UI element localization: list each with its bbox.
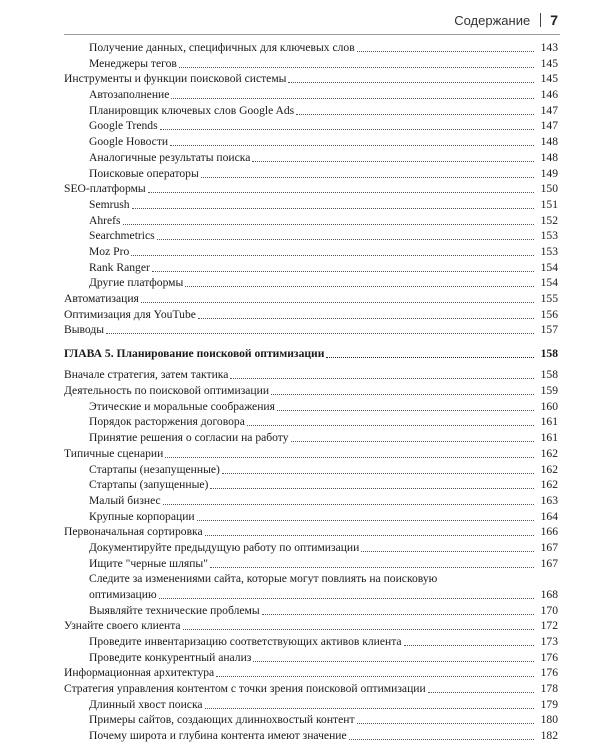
toc-entry-title: Принятие решения о согласии на работу: [89, 431, 289, 445]
toc-entry-page: 158: [540, 368, 558, 382]
toc-entry-page: 178: [540, 681, 558, 695]
toc-entry-page: 163: [540, 493, 558, 507]
dot-leader: [361, 551, 534, 552]
toc-entry-title-continued: оптимизацию: [89, 587, 157, 601]
toc-entry[interactable]: [64, 368, 558, 382]
toc-entry[interactable]: [64, 384, 558, 398]
toc-entry[interactable]: [64, 119, 558, 133]
toc-entry[interactable]: [64, 308, 558, 322]
dot-leader: [183, 629, 534, 630]
dot-leader: [165, 457, 534, 458]
dot-leader: [141, 302, 534, 303]
dot-leader: [230, 378, 534, 379]
toc-entry-page: 176: [540, 666, 558, 680]
chapter-heading[interactable]: [64, 347, 558, 361]
page-header: [454, 12, 558, 28]
dot-leader: [179, 67, 534, 68]
toc-entry-title: Примеры сайтов, создающих длиннохвостый контент: [89, 713, 355, 727]
toc-entry-title: Следите за изменениями сайта, которые могут повлиять на поисковую: [89, 572, 438, 586]
toc-entry-title: Типичные сценарии: [64, 446, 164, 460]
toc-entry[interactable]: [64, 698, 558, 712]
dot-leader: [157, 239, 534, 240]
toc-entry-page: 166: [540, 525, 558, 539]
toc-entry-title: Документируйте предыдущую работу по оптимизации: [89, 540, 360, 554]
toc-entry-title: Малый бизнес: [89, 493, 161, 507]
toc-entry-title: Выявляйте технические проблемы: [89, 603, 260, 617]
toc-entry[interactable]: [64, 431, 558, 445]
dot-leader: [132, 208, 534, 209]
toc-entry[interactable]: [64, 666, 558, 680]
toc-entry-page: 153: [540, 244, 558, 258]
dot-leader: [205, 708, 534, 709]
toc-entry-title: Проведите инвентаризацию соответствующих активов клиента: [89, 634, 402, 648]
toc-entry-page: 146: [540, 88, 558, 102]
dot-leader: [349, 739, 534, 740]
dot-leader: [216, 676, 534, 677]
table-of-contents: [64, 41, 558, 745]
toc-entry[interactable]: [64, 494, 558, 508]
toc-entry-page: 159: [540, 384, 558, 398]
dot-leader: [296, 114, 534, 115]
toc-entry[interactable]: [64, 729, 558, 743]
toc-entry-page: 145: [540, 72, 558, 86]
toc-entry-title: SEO-платформы: [64, 182, 146, 196]
dot-leader: [288, 82, 534, 83]
toc-entry-title: Почему широта и глубина контента имеют значение: [89, 729, 347, 742]
toc-entry[interactable]: [64, 167, 558, 181]
toc-entry-page: 162: [540, 478, 558, 492]
toc-entry-page: 170: [540, 603, 558, 617]
dot-leader: [123, 224, 534, 225]
toc-entry-page: 151: [540, 197, 558, 211]
toc-entry[interactable]: [64, 198, 558, 212]
toc-entry-title: Searchmetrics: [89, 229, 155, 243]
dot-leader: [262, 614, 534, 615]
toc-entry-page: 179: [540, 697, 558, 711]
dot-leader: [326, 357, 534, 358]
toc-entry-page: 155: [540, 292, 558, 305]
toc-entry[interactable]: [64, 572, 558, 602]
toc-entry-title: Длинный хвост поиска: [89, 697, 203, 711]
toc-entry[interactable]: [64, 57, 558, 71]
toc-entry[interactable]: [64, 214, 558, 228]
toc-entry[interactable]: [64, 510, 558, 524]
toc-entry[interactable]: [64, 245, 558, 259]
toc-entry-title: Google Trends: [89, 119, 158, 133]
dot-leader: [357, 51, 534, 52]
toc-entry[interactable]: [64, 229, 558, 243]
dot-leader: [198, 318, 534, 319]
toc-entry-title: Получение данных, специфичных для ключевых слов: [89, 41, 355, 54]
toc-entry[interactable]: [64, 135, 558, 149]
dot-leader: [404, 645, 534, 646]
toc-entry-title: Аналогичные результаты поиска: [89, 150, 251, 164]
dot-leader: [428, 692, 534, 693]
toc-entry-page: 158: [540, 347, 558, 361]
toc-entry[interactable]: [64, 541, 558, 555]
toc-entry-title: Автозаполнение: [89, 88, 170, 102]
toc-entry[interactable]: [64, 104, 558, 118]
toc-entry-title: Информационная архитектура: [64, 666, 215, 680]
dot-leader: [253, 661, 534, 662]
toc-entry-page: 148: [540, 135, 558, 149]
toc-entry-page: 156: [540, 307, 558, 321]
toc-entry-title: Деятельность по поисковой оптимизации: [64, 384, 270, 398]
toc-entry-title: Другие платформы: [89, 276, 184, 290]
toc-entry-title: Rank Ranger: [89, 260, 150, 274]
toc-entry[interactable]: [64, 261, 558, 275]
dot-leader: [247, 425, 534, 426]
toc-entry[interactable]: [64, 41, 558, 55]
dot-leader: [210, 488, 534, 489]
dot-leader: [210, 567, 534, 568]
toc-entry-title: Этические и моральные соображения: [89, 399, 275, 413]
dot-leader: [185, 286, 534, 287]
header-rule: [64, 34, 560, 35]
dot-leader: [170, 145, 534, 146]
toc-entry-page: 161: [540, 415, 558, 429]
dot-leader: [222, 473, 534, 474]
toc-entry-title: Ищите "черные шляпы": [89, 556, 208, 570]
toc-entry-page: 162: [540, 462, 558, 476]
toc-entry[interactable]: [64, 713, 558, 727]
toc-entry-page: 168: [540, 587, 558, 601]
toc-entry[interactable]: [64, 463, 558, 477]
page-number: 7: [550, 12, 558, 28]
section-title: Содержание: [454, 12, 531, 28]
toc-entry-page: 167: [540, 556, 558, 570]
toc-entry-title: Инструменты и функции поисковой системы: [64, 72, 287, 86]
toc-entry[interactable]: [64, 557, 558, 571]
toc-entry[interactable]: [64, 604, 558, 618]
dot-leader: [357, 723, 534, 724]
toc-entry-title: Оптимизация для YouTube: [64, 307, 196, 321]
dot-leader: [271, 394, 534, 395]
toc-entry-page: 145: [540, 56, 558, 70]
toc-entry-title: Стартапы (запущенные): [89, 478, 209, 492]
toc-entry-page: 154: [540, 276, 558, 290]
dot-leader: [171, 98, 534, 99]
dot-leader: [160, 129, 534, 130]
toc-entry-title: Автоматизация: [64, 292, 139, 305]
toc-entry-page: 182: [540, 729, 558, 742]
header-divider: [540, 13, 541, 27]
dot-leader: [197, 520, 534, 521]
toc-entry-title: Google Новости: [89, 135, 169, 149]
toc-entry-page: 173: [540, 634, 558, 648]
toc-entry[interactable]: [64, 478, 558, 492]
dot-leader: [205, 535, 534, 536]
toc-entry-page: 154: [540, 260, 558, 274]
toc-entry-page: 157: [540, 323, 558, 337]
toc-entry[interactable]: [64, 323, 558, 337]
toc-entry[interactable]: [64, 415, 558, 429]
toc-entry-page: 160: [540, 399, 558, 413]
dot-leader: [152, 271, 534, 272]
toc-entry[interactable]: [64, 447, 558, 461]
toc-entry[interactable]: [64, 292, 558, 306]
toc-entry[interactable]: [64, 182, 558, 196]
toc-entry-title: Вначале стратегия, затем тактика: [64, 368, 229, 382]
toc-entry[interactable]: [64, 151, 558, 165]
toc-entry-page: 176: [540, 650, 558, 664]
toc-entry-page: 161: [540, 431, 558, 445]
toc-entry-title: Выводы: [64, 323, 105, 337]
toc-entry-page: 164: [540, 509, 558, 523]
toc-entry-page: 180: [540, 713, 558, 727]
toc-entry-page: 167: [540, 540, 558, 554]
toc-entry-page: 147: [540, 103, 558, 117]
dot-leader: [148, 192, 534, 193]
toc-entry-page: 152: [540, 213, 558, 227]
toc-entry-title: ГЛАВА 5. Планирование поисковой оптимизации: [64, 347, 325, 361]
toc-entry-page: 153: [540, 229, 558, 243]
toc-entry[interactable]: [64, 525, 558, 539]
dot-leader: [201, 177, 534, 178]
toc-entry-page: 148: [540, 150, 558, 164]
toc-entry-page: 162: [540, 446, 558, 460]
toc-entry-title: Проведите конкурентный анализ: [89, 650, 252, 664]
dot-leader: [252, 161, 534, 162]
toc-entry-title: Стратегия управления контентом с точки зрения поисковой оптимизации: [64, 681, 426, 695]
toc-entry[interactable]: [64, 651, 558, 665]
toc-entry-page: 172: [540, 619, 558, 633]
dot-leader: [277, 410, 534, 411]
dot-leader: [163, 504, 534, 505]
toc-entry[interactable]: [64, 88, 558, 102]
toc-entry-title: Узнайте своего клиента: [64, 619, 181, 633]
toc-entry-title: Крупные корпорации: [89, 509, 195, 523]
toc-entry-title: Планировщик ключевых слов Google Ads: [89, 103, 295, 117]
toc-entry-page: 147: [540, 119, 558, 133]
toc-entry[interactable]: [64, 276, 558, 290]
toc-entry-title: Стартапы (незапущенные): [89, 462, 220, 476]
toc-entry-page: 149: [540, 166, 558, 180]
toc-entry-page: 150: [540, 182, 558, 196]
toc-entry-title: Semrush: [89, 197, 130, 211]
toc-entry-title: Первоначальная сортировка: [64, 525, 203, 539]
toc-entry-title: Менеджеры тегов: [89, 56, 177, 70]
toc-entry[interactable]: [64, 400, 558, 414]
toc-entry-title: Moz Pro: [89, 244, 130, 258]
toc-entry[interactable]: [64, 635, 558, 649]
dot-leader: [106, 333, 534, 334]
toc-entry[interactable]: [64, 619, 558, 633]
dot-leader: [131, 255, 534, 256]
toc-entry[interactable]: [64, 72, 558, 86]
dot-leader: [159, 598, 534, 599]
toc-entry-title: Ahrefs: [89, 213, 121, 227]
dot-leader: [291, 441, 534, 442]
toc-entry-title: Порядок расторжения договора: [89, 415, 245, 429]
toc-entry-title: Поисковые операторы: [89, 166, 199, 180]
toc-entry-page: 143: [540, 41, 558, 54]
toc-entry[interactable]: [64, 682, 558, 696]
